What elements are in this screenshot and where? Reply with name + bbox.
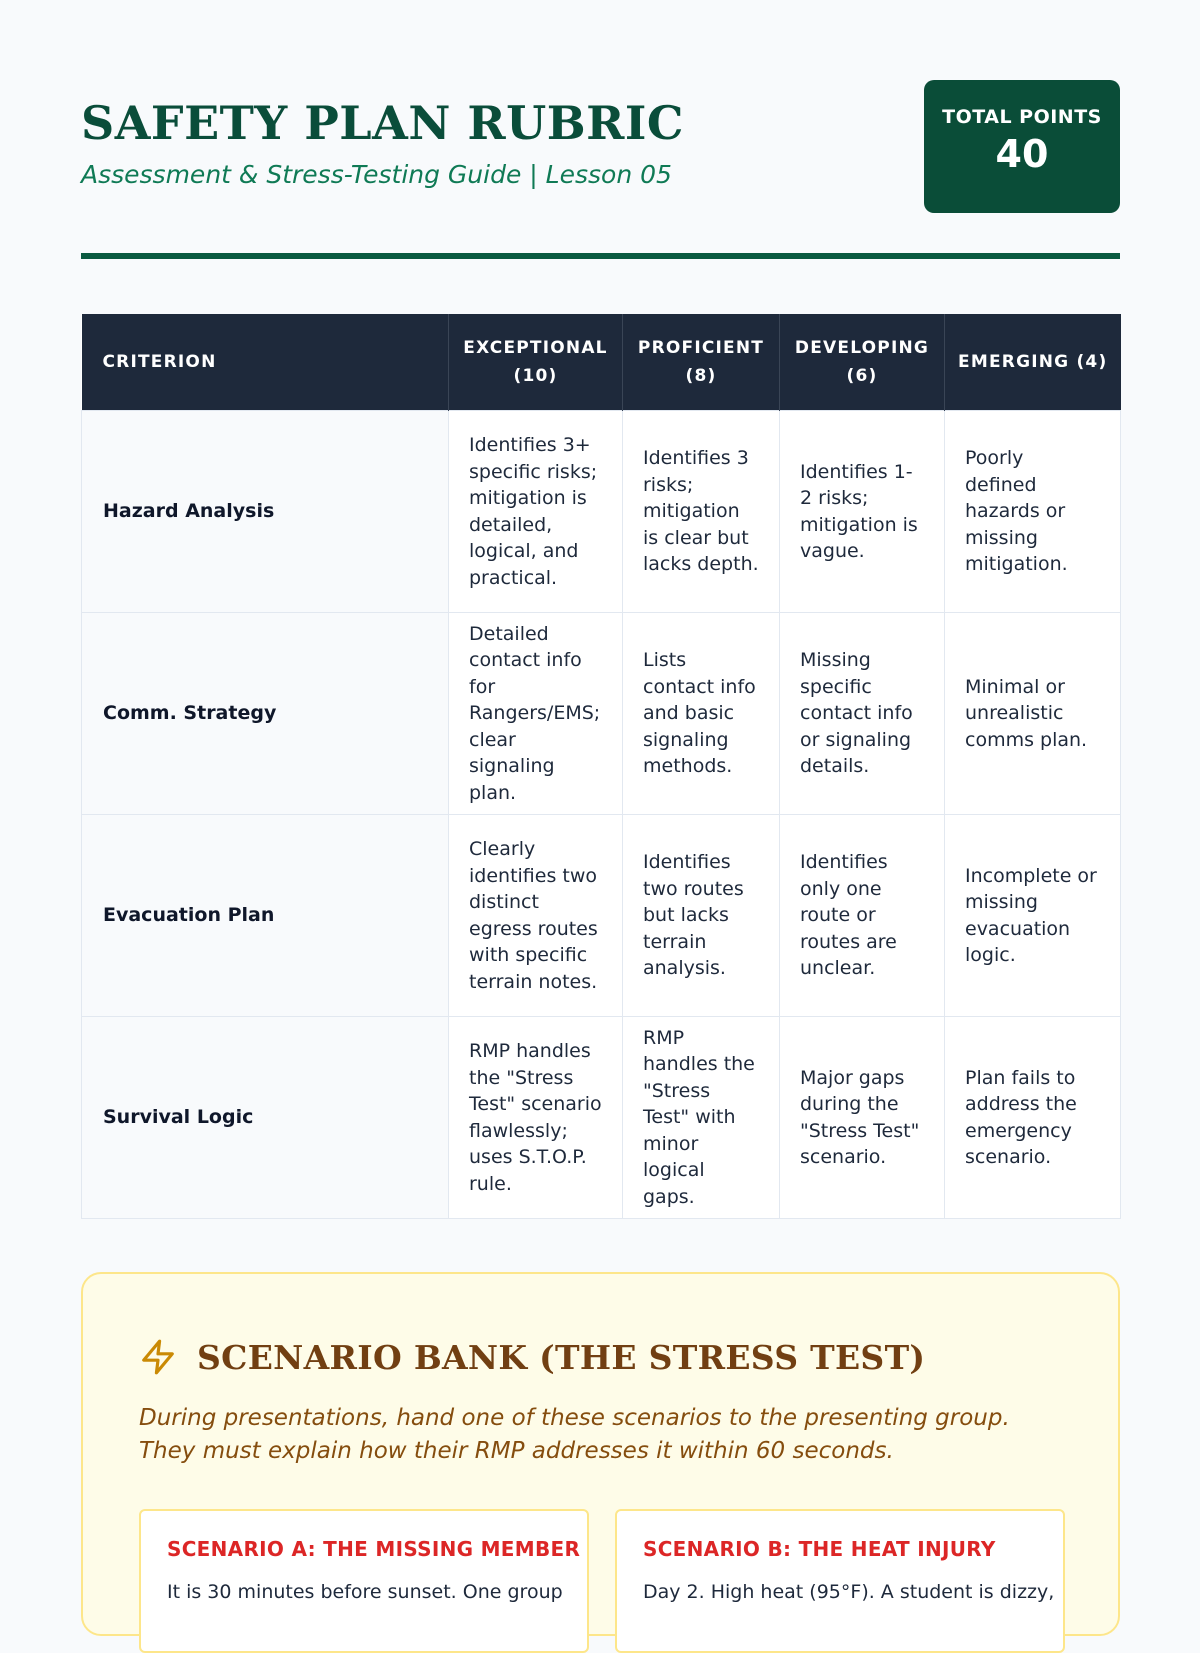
criterion-cell: Evacuation Plan [82, 815, 449, 1017]
scenario-card-text: Day 2. High heat (95°F). A student is dizzy, [643, 1581, 1055, 1603]
rubric-cell-emerging: Minimal or unrealistic comms plan. [945, 613, 1121, 815]
rubric-cell-exceptional: RMP handles the "Stress Test" scenario flawlessly; uses S.T.O.P. rule. [449, 1017, 623, 1219]
criterion-cell: Comm. Strategy [82, 613, 449, 815]
rubric-cell-developing: Missing specific contact info or signaling details. [780, 613, 945, 815]
page-title: SAFETY PLAN RUBRIC [81, 96, 684, 150]
scenario-card-text: It is 30 minutes before sunset. One group [167, 1581, 563, 1603]
page-header [81, 80, 1120, 220]
rubric-cell-exceptional: Detailed contact info for Rangers/EMS; clear signaling plan. [449, 613, 623, 815]
lightning-bolt-icon [139, 1337, 177, 1377]
rubric-cell-exceptional: Clearly identifies two distinct egress routes with specific terrain notes. [449, 815, 623, 1017]
total-points-badge [924, 80, 1120, 213]
rubric-cell-proficient: Identifies two routes but lacks terrain analysis. [623, 815, 780, 1017]
table-row [82, 1017, 1121, 1219]
scenario-card-title: SCENARIO A: THE MISSING MEMBER [167, 1537, 581, 1561]
total-points-label: TOTAL POINTS [942, 106, 1102, 128]
scenario-card-b [615, 1509, 1065, 1653]
column-header-criterion: CRITERION [82, 314, 449, 411]
rubric-cell-proficient: Identifies 3 risks; mitigation is clear but lacks depth. [623, 411, 780, 613]
rubric-header-row [82, 314, 1121, 411]
header-divider [81, 253, 1120, 259]
rubric-table [81, 314, 1121, 1219]
criterion-cell: Hazard Analysis [82, 411, 449, 613]
total-points-value: 40 [995, 132, 1049, 176]
rubric-cell-emerging: Plan fails to address the emergency scenario. [945, 1017, 1121, 1219]
table-row [82, 815, 1121, 1017]
rubric-cell-developing: Major gaps during the "Stress Test" scenario. [780, 1017, 945, 1219]
column-header-developing: DEVELOPING (6) [780, 314, 945, 411]
scenario-bank-title: SCENARIO BANK (THE STRESS TEST) [197, 1337, 926, 1377]
table-row [82, 411, 1121, 613]
rubric-cell-emerging: Incomplete or missing evacuation logic. [945, 815, 1121, 1017]
rubric-cell-emerging: Poorly defined hazards or missing mitigation. [945, 411, 1121, 613]
table-row [82, 613, 1121, 815]
page-subtitle: Assessment & Stress-Testing Guide | Lesson 05 [81, 160, 672, 189]
rubric-cell-developing: Identifies only one route or routes are unclear. [780, 815, 945, 1017]
criterion-cell: Survival Logic [82, 1017, 449, 1219]
rubric-cell-proficient: RMP handles the "Stress Test" with minor logical gaps. [623, 1017, 780, 1219]
scenario-bank [81, 1272, 1120, 1636]
scenario-card-a [139, 1509, 589, 1653]
scenario-bank-intro: During presentations, hand one of these scenarios to the presenting group. They must explain how their RMP addresses it within 60 seconds. [139, 1405, 1010, 1464]
scenario-card-title: SCENARIO B: THE HEAT INJURY [643, 1537, 996, 1561]
column-header-emerging: EMERGING (4) [945, 314, 1121, 411]
rubric-cell-developing: Identifies 1-2 risks; mitigation is vague. [780, 411, 945, 613]
rubric-cell-exceptional: Identifies 3+ specific risks; mitigation is detailed, logical, and practical. [449, 411, 623, 613]
rubric-cell-proficient: Lists contact info and basic signaling methods. [623, 613, 780, 815]
scenario-bank-heading [139, 1332, 925, 1382]
column-header-exceptional: EXCEPTIONAL (10) [449, 314, 623, 411]
column-header-proficient: PROFICIENT (8) [623, 314, 780, 411]
